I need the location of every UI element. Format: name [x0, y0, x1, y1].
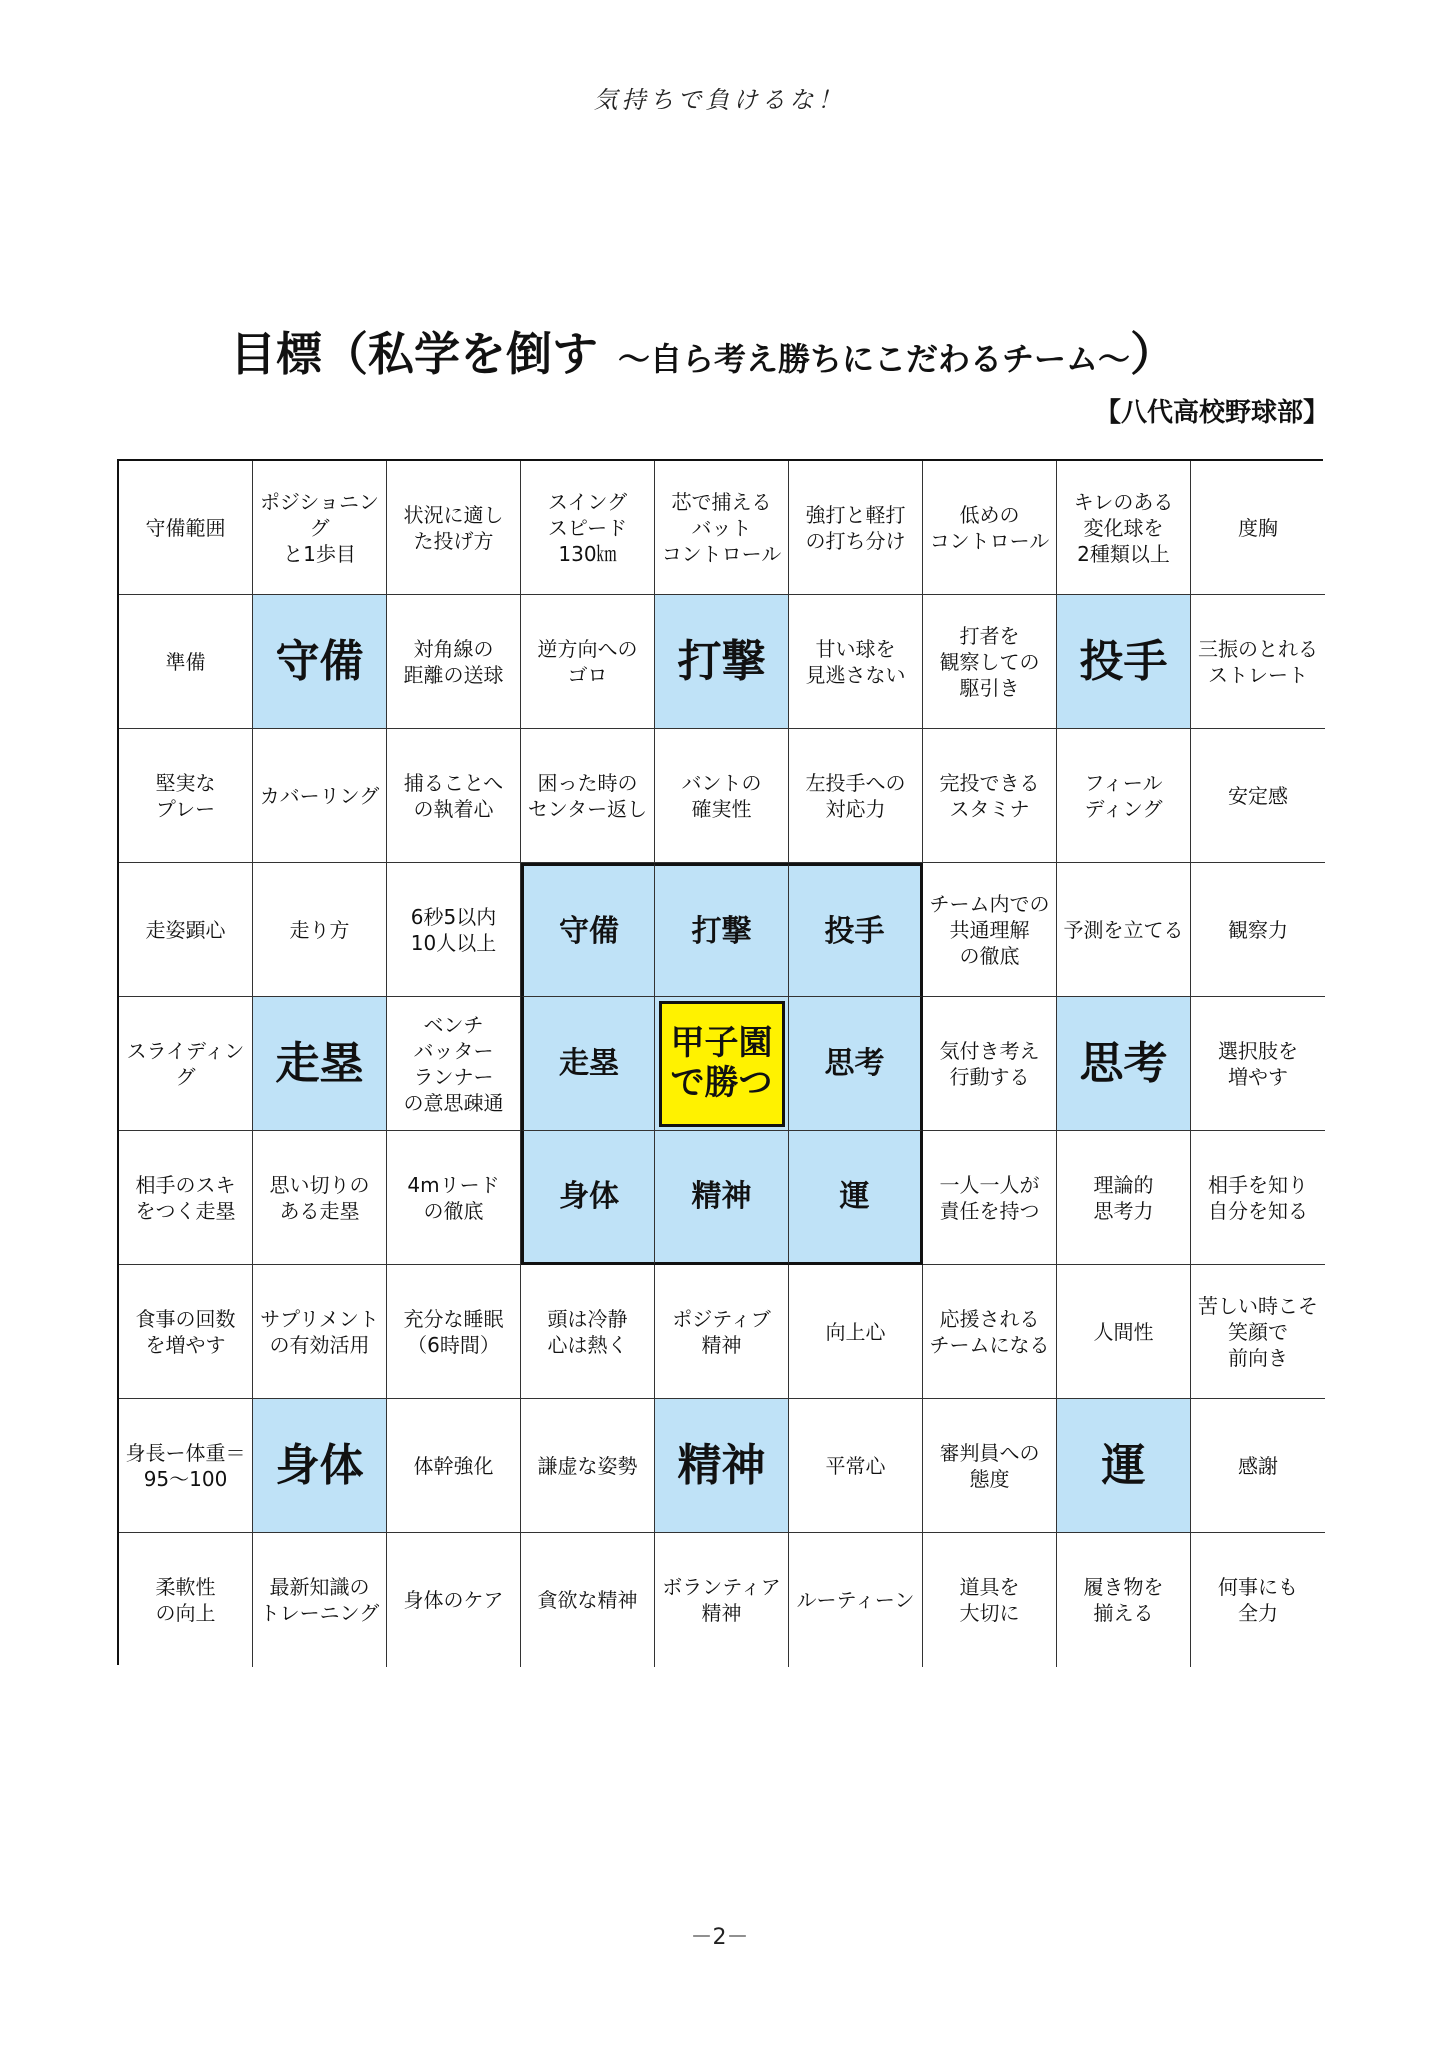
team-name: 【八代高校野球部】	[1094, 398, 1329, 428]
category-cell: 投手	[1057, 595, 1191, 729]
goal-cell: 一人一人が 責任を持つ	[923, 1131, 1057, 1265]
category-cell: 運	[1057, 1399, 1191, 1533]
goal-cell: カバーリング	[253, 729, 387, 863]
goal-cell: 度胸	[1191, 461, 1325, 595]
goal-cell: 選択肢を 増やす	[1191, 997, 1325, 1131]
goal-cell: 審判員への 態度	[923, 1399, 1057, 1533]
goal-cell: 身長ー体重＝ 95～100	[119, 1399, 253, 1533]
goal-cell: ベンチ バッター ランナー の意思疎通	[387, 997, 521, 1131]
goal-cell: ポジショニング と1歩目	[253, 461, 387, 595]
goal-cell: 走姿顕心	[119, 863, 253, 997]
goal-cell: 苦しい時こそ 笑顔で 前向き	[1191, 1265, 1325, 1399]
goal-cell: 予測を立てる	[1057, 863, 1191, 997]
goal-cell: 充分な睡眠 （6時間）	[387, 1265, 521, 1399]
goal-cell: 気付き考え 行動する	[923, 997, 1057, 1131]
center-category-cell: 思考	[789, 997, 923, 1131]
goal-cell: ポジティブ 精神	[655, 1265, 789, 1399]
goal-cell: 低めの コントロール	[923, 461, 1057, 595]
title-subtitle: ～自ら考え勝ちにこだわるチーム～	[618, 340, 1131, 378]
goal-cell: 左投手への 対応力	[789, 729, 923, 863]
page-number: －2－	[690, 1925, 749, 1950]
center-category-cell: 運	[789, 1131, 923, 1265]
center-category-cell: 精神	[655, 1131, 789, 1265]
goal-cell: 最新知識の トレーニング	[253, 1533, 387, 1667]
category-cell: 思考	[1057, 997, 1191, 1131]
goal-cell: 走り方	[253, 863, 387, 997]
category-cell: 精神	[655, 1399, 789, 1533]
goal-cell: 平常心	[789, 1399, 923, 1533]
goal-cell: 人間性	[1057, 1265, 1191, 1399]
goal-cell: フィール ディング	[1057, 729, 1191, 863]
goal-cell: 思い切りの ある走塁	[253, 1131, 387, 1265]
category-cell: 守備	[253, 595, 387, 729]
goal-cell: 芯で捕える バット コントロール	[655, 461, 789, 595]
goal-cell: 相手のスキ をつく走塁	[119, 1131, 253, 1265]
category-cell: 走塁	[253, 997, 387, 1131]
goal-cell: 体幹強化	[387, 1399, 521, 1533]
goal-cell: チーム内での 共通理解 の徹底	[923, 863, 1057, 997]
mandala-chart-grid	[117, 459, 1323, 1665]
goal-cell: 守備範囲	[119, 461, 253, 595]
goal-cell: 何事にも 全力	[1191, 1533, 1325, 1667]
goal-cell: 理論的 思考力	[1057, 1131, 1191, 1265]
goal-cell: 打者を 観察しての 駆引き	[923, 595, 1057, 729]
center-category-cell: 身体	[521, 1131, 655, 1265]
goal-cell: 堅実な プレー	[119, 729, 253, 863]
goal-cell: 三振のとれる ストレート	[1191, 595, 1325, 729]
goal-cell: 謙虚な姿勢	[521, 1399, 655, 1533]
goal-cell: サプリメント の有効活用	[253, 1265, 387, 1399]
goal-cell: 履き物を 揃える	[1057, 1533, 1191, 1667]
goal-cell: ルーティーン	[789, 1533, 923, 1667]
goal-cell: 身体のケア	[387, 1533, 521, 1667]
category-cell: 打撃	[655, 595, 789, 729]
goal-cell: スイング スピード 130㎞	[521, 461, 655, 595]
goal-cell: 強打と軽打 の打ち分け	[789, 461, 923, 595]
center-goal-cell	[655, 997, 789, 1131]
main-goal: 甲子園 で勝つ	[659, 1001, 785, 1127]
goal-cell: ボランティア 精神	[655, 1533, 789, 1667]
goal-cell: スライディング	[119, 997, 253, 1131]
goal-cell: 道具を 大切に	[923, 1533, 1057, 1667]
center-category-cell: 投手	[789, 863, 923, 997]
center-category-cell: 打撃	[655, 863, 789, 997]
goal-cell: 状況に適し た投げ方	[387, 461, 521, 595]
goal-cell: 食事の回数 を増やす	[119, 1265, 253, 1399]
title-main: 目標（私学を倒す	[230, 327, 598, 381]
goal-cell: 6秒5以内 10人以上	[387, 863, 521, 997]
goal-cell: 対角線の 距離の送球	[387, 595, 521, 729]
goal-cell: 向上心	[789, 1265, 923, 1399]
goal-cell: 頭は冷静 心は熱く	[521, 1265, 655, 1399]
goal-cell: 準備	[119, 595, 253, 729]
goal-cell: 4mリード の徹底	[387, 1131, 521, 1265]
goal-cell: 困った時の センター返し	[521, 729, 655, 863]
goal-cell: 柔軟性 の向上	[119, 1533, 253, 1667]
goal-cell: 貪欲な精神	[521, 1533, 655, 1667]
goal-cell: 完投できる スタミナ	[923, 729, 1057, 863]
goal-cell: キレのある 変化球を 2種類以上	[1057, 461, 1191, 595]
center-category-cell: 走塁	[521, 997, 655, 1131]
category-cell: 身体	[253, 1399, 387, 1533]
goal-cell: 甘い球を 見逃さない	[789, 595, 923, 729]
goal-cell: 観察力	[1191, 863, 1325, 997]
goal-cell: 相手を知り 自分を知る	[1191, 1131, 1325, 1265]
motto: 気持ちで負けるな！	[593, 86, 846, 114]
title-close: ）	[1130, 327, 1177, 381]
page-title	[230, 318, 1176, 384]
goal-cell: 応援される チームになる	[923, 1265, 1057, 1399]
goal-cell: バントの 確実性	[655, 729, 789, 863]
goal-cell: 安定感	[1191, 729, 1325, 863]
goal-cell: 逆方向への ゴロ	[521, 595, 655, 729]
goal-cell: 感謝	[1191, 1399, 1325, 1533]
center-category-cell: 守備	[521, 863, 655, 997]
goal-cell: 捕ることへ の執着心	[387, 729, 521, 863]
